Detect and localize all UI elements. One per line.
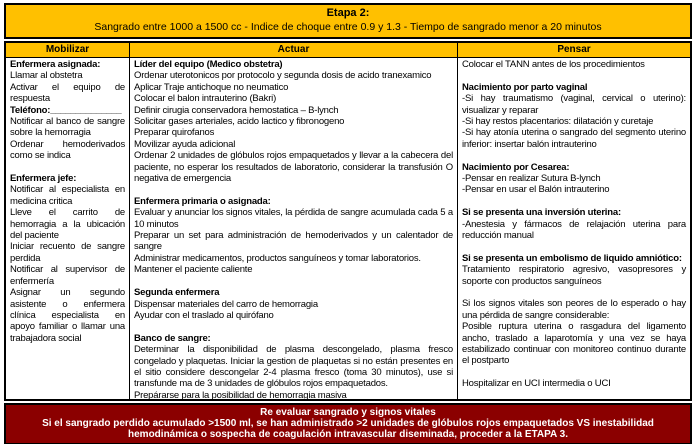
text-line: Ordenar uterotonicos por protocolo y segunda dosis de acido tranexamico (134, 70, 432, 82)
blank-line (462, 70, 686, 81)
text-line: Activar el equipo de respuesta (10, 81, 125, 105)
section-heading: Enfermera primaria o asignada: (134, 195, 271, 207)
section-heading: Banco de sangre: (134, 332, 211, 344)
text-line: Ayudar con el traslado al quirófano (134, 309, 274, 321)
text-line: -Pensar en usar el Balón intrauterino (462, 184, 610, 196)
stage-title: Etapa 2: (326, 7, 370, 19)
blank-line (10, 162, 125, 173)
section-heading: Enfermera jefe: (10, 173, 77, 185)
section-heading: Nacimiento por parto vaginal (462, 81, 588, 93)
text-line: Hospitalizar en UCI intermedia o UCI (462, 378, 611, 390)
text-line: Mantener el paciente caliente (134, 264, 253, 276)
text-line: Aplicar Traje antichoque no neumatico (134, 81, 289, 93)
section-heading: Líder del equipo (Medico obstetra) (134, 59, 283, 70)
text-line: Colocar el TANN antes de los procedimientos (462, 59, 645, 70)
blank-line (462, 241, 686, 252)
blank-line (462, 150, 686, 161)
footer-title: Re evaluar sangrado y signos vitales (260, 407, 436, 418)
text-line: Definir cirugia conservadora hemostatica – B-lynch (134, 104, 339, 116)
reevaluation-alert-band (4, 403, 692, 444)
text-line: Si los signos vitales son peores de lo esperado o hay una pérdida de sangre considerable: (462, 298, 686, 321)
protocol-table (4, 41, 692, 401)
text-line: Administrar medicamentos, productos sanguíneos y tomar laboratorios. (134, 252, 421, 264)
section-heading: Teléfono:______________ (10, 104, 122, 116)
section-heading: Segunda enfermera (134, 287, 220, 299)
text-line: Tratamiento respiratorio agresivo, vasopresores y soporte con productos sanguíneos (462, 264, 686, 287)
text-line: Movilizar ayuda adicional (134, 138, 236, 150)
text-line: Prepárarse para la posibilidad de hemorragia masiva (134, 389, 347, 399)
text-line: Preparar quirofanos (134, 127, 215, 139)
blank-line (134, 184, 453, 195)
text-line: Posible ruptura uterina o rasgadura del ligamento ancho, traslado a laparotomía y una vez se haya estabilizado continuar con monitoreo continuo durante el postparto (462, 321, 686, 367)
text-line: Iniciar recuento de sangre perdida (10, 241, 125, 264)
section-heading: Enfermera asignada: (10, 59, 101, 70)
text-line: -Anestesia y fármacos de relajación uterina para reducción manual (462, 218, 686, 242)
text-line: Solicitar gases arteriales, acido lactico y fibronogeno (134, 116, 345, 128)
text-line: Lleve el carrito de hemorragia a la ubicación del paciente (10, 207, 125, 242)
blank-line (134, 321, 453, 332)
text-line: Preparar un set para administración de hemoderivados y un calentador de sangre (134, 230, 453, 253)
stage-criteria: Sangrado entre 1000 a 1500 cc - Indice de choque entre 0.9 y 1.3 - Tiempo de sangrado menor a 20 minutos (94, 21, 602, 33)
blank-line (462, 367, 686, 378)
text-line: Determinar la disponibilidad de plasma descongelado, plasma fresco congelado y plaquetas. Iniciar la gestion de plaquetas si no están presentes en el sitio considere descongelar 2-4 plasma fresco (toma 30 minutos), use si transfunde ma de 3 unidades de glóbulos rojos empaquetados. (134, 344, 453, 390)
title-band (4, 3, 692, 39)
section-heading: Si se presenta un embolismo de liquido amniótico: (462, 252, 682, 264)
text-line: -Si hay atonía uterina o sangrado del segmento uterino inferior: insertar balón intrauterino (462, 127, 686, 150)
text-line: -Pensar en realizar Sutura B-lynch (462, 173, 601, 185)
text-line: Notificar al banco de sangre sobre la hemorragia (10, 116, 125, 139)
text-line: Asignar un segundo asistente o enfermera clínica especialista en apoyo familiar o llamar una trabajadora social (10, 287, 125, 344)
text-line: Llamar al obstetra (10, 70, 83, 82)
column-body-actuar (130, 58, 458, 399)
text-line: Evaluar y anunciar los signos vitales, la pérdida de sangre acumulada cada 5 a 10 minutos (134, 207, 453, 230)
section-heading: Si se presenta una inversión uterina: (462, 207, 621, 219)
text-line: Ordenar 2 unidades de glóbulos rojos empaquetados y llevar a la cabecera del paciente, no esperar los resultados de laboratorio, considerar la transfusión O negativa de emergencia (134, 150, 453, 185)
column-header-actuar: Actuar (130, 43, 458, 58)
blank-line (462, 287, 686, 298)
text-line: Ordenar hemoderivados como se indica (10, 138, 125, 162)
text-line: -Si hay traumatismo (vaginal, cervical o uterino): visualizar y reparar (462, 93, 686, 116)
column-header-pensar: Pensar (458, 43, 690, 58)
text-line: Dispensar materiales del carro de hemorragia (134, 298, 318, 310)
text-line: Notificar al supervisor de enfermería (10, 264, 125, 287)
column-body-mobilizar (6, 58, 130, 399)
blank-line (134, 276, 453, 287)
blank-line (462, 196, 686, 207)
footer-instruction: Si el sangrado perdido acumulado >1500 ml, se han administrado >2 unidades de glóbulos rojos empaquetados VS inestabilidad hemodinámica o sospecha de coagulación intravascular diseminada, proceder a la ETAPA 3. (42, 418, 654, 440)
section-heading: Nacimiento por Cesarea: (462, 161, 570, 173)
column-header-mobilizar: Mobilizar (6, 43, 130, 58)
column-body-pensar (458, 58, 690, 399)
text-line: Notificar al especialista en medicina critica (10, 184, 125, 207)
text-line: Colocar el balon intrauterino (Bakri) (134, 93, 277, 105)
text-line: -Si hay restos placentarios: dilatación y curetaje (462, 116, 654, 128)
